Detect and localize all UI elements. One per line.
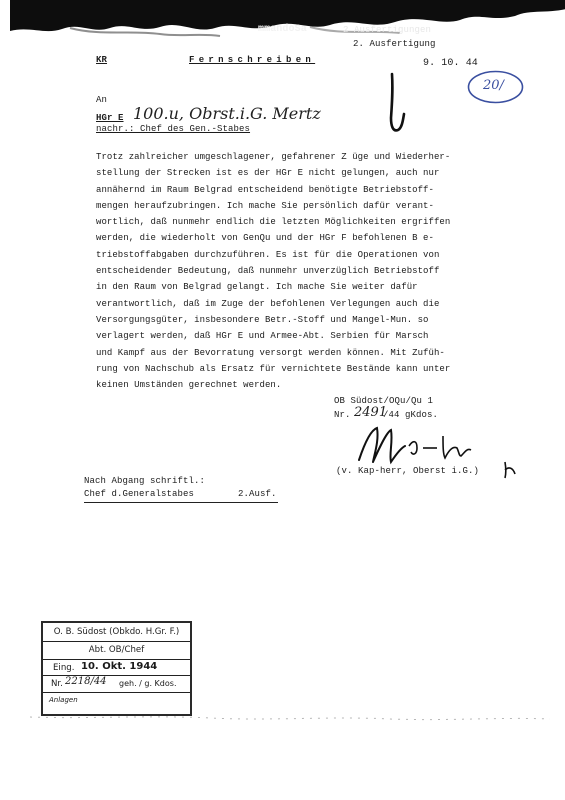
sender-office: OB Südost/OQu/Qu 1: [334, 396, 434, 406]
body-line: Versorgungsgüter, insbesondere Betr.-Stoff und Mangel-Mun. so: [96, 314, 429, 325]
copy-count: 2 Ausfertigungen: [343, 25, 432, 35]
signer-name: (v. Kap-herr, Oberst i.G.): [336, 466, 480, 476]
distribution-recipient: Chef d.Generalstabes: [84, 489, 195, 499]
body-line: mengen heraufzubringen. Ich mache Sie persönlich dafür verant-: [96, 200, 434, 211]
signature-tick-mark: [502, 460, 518, 480]
scan-dust: [30, 705, 550, 725]
body-line: Trotz zahlreicher umgeschlagener, gefahrener Z üge und Wiederher-: [96, 152, 451, 162]
signature: [355, 422, 495, 468]
message-code: KR: [96, 55, 108, 65]
body-line: annähernd im Raum Belgrad entscheidend benötigte Betriebstoff-: [96, 184, 434, 195]
stamp-line2: Abt. OB/Chef: [88, 645, 145, 655]
handwritten-initial-mark: [386, 72, 412, 136]
stamp-rule: [43, 692, 190, 693]
stamp-geh-label: geh. / g. Kdos.: [119, 679, 177, 688]
sender-nr-suffix: /44 gKdos.: [383, 410, 439, 420]
distribution-copy: 2.Ausf.: [238, 489, 277, 499]
address-an: An: [96, 95, 108, 105]
sender-nr-prefix: Nr.: [334, 410, 351, 420]
stamp-eing-label: Eing.: [53, 663, 75, 673]
message-body: [96, 149, 514, 393]
body-line: verantwortlich, daß im Zuge der befohlenen Verlegungen auch die: [96, 298, 440, 309]
distribution-underline: [84, 502, 278, 503]
stamp-eing-date: 10. Okt. 1944: [81, 661, 158, 672]
stamp-line1: O. B. Südost (Obkdo. H.Gr. F.): [53, 627, 180, 637]
body-line: verlagert werden, daß HGr E und Armee-Abt. Serbien für Marsch: [96, 331, 429, 342]
body-line: stellung der Strecken ist es der HGr E nicht gelungen, auch nur: [96, 168, 440, 179]
recipient-handwriting: 100.u, Obrst.i.G. Mertz: [133, 104, 321, 123]
body-line: entscheidender Bedeutung, daß nunmehr unverzüglich Betriebstoff: [96, 266, 440, 277]
body-line: keinen Umständen gerechnet werden.: [96, 380, 282, 391]
archive-circle-mark: 20/: [466, 69, 525, 105]
sender-nr-handwriting: 2491: [354, 405, 388, 420]
document-date: 9. 10. 44: [423, 58, 478, 69]
body-line: in den Raum von Belgrad gelangt. Ich mache Sie weiter dafür: [96, 282, 418, 293]
distribution-line1: Nach Abgang schriftl.:: [84, 476, 206, 486]
address-nachr: nachr.: Chef des Gen.-Stabes: [96, 124, 251, 134]
receipt-stamp: [41, 621, 192, 716]
body-line: triebstoffabgaben durchzuführen. Es ist für die Operationen von: [96, 249, 440, 260]
document-title: Fernschreiben: [189, 55, 316, 65]
top-fragment: mmandoSa: [258, 24, 307, 35]
stamp-anlagen-label: Anlagen: [49, 696, 78, 704]
stamp-rule: [43, 641, 190, 642]
body-line: werden, die wiederholt von GenQu und der HGr F befohlenen B e-: [96, 233, 434, 244]
stamp-nr-value: 2218/44: [65, 676, 107, 687]
body-line: und Kampf aus der Bevorratung versorgt werden können. Mit Zufüh-: [96, 347, 445, 358]
body-line: wortlich, daß nunmehr endlich die letzten Möglichkeiten ergriffen: [96, 217, 451, 228]
body-line: rung von Nachschub als Ersatz für vernichtete Bestände kann unter: [96, 363, 451, 374]
stamp-nr-label: Nr.: [51, 679, 63, 689]
copy-number: 2. Ausfertigung: [353, 39, 436, 49]
stamp-rule: [43, 659, 190, 660]
address-recipient: HGr E: [96, 113, 124, 123]
